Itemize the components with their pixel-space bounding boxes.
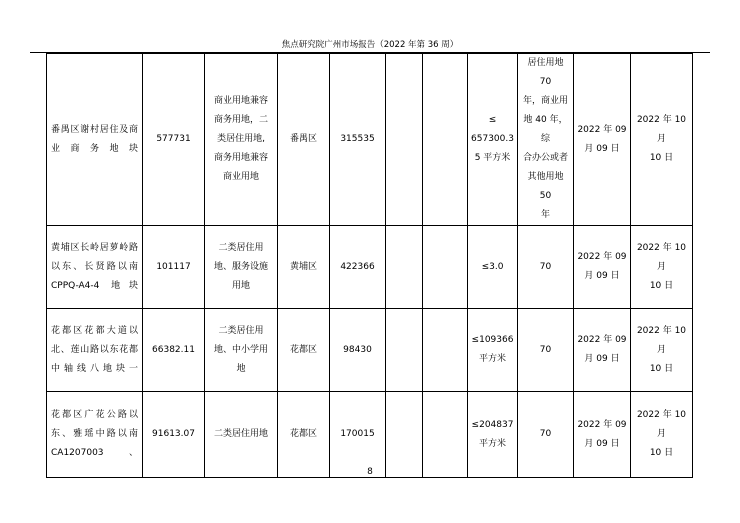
cell-line: 类居住用地, [217, 134, 265, 144]
cell-parcel-name [47, 54, 143, 226]
cell-land-usage [205, 392, 278, 478]
cell-line: 月 09 日 [584, 438, 620, 449]
cell-lease-term [518, 54, 574, 226]
cell-line: 平方米 [478, 354, 506, 364]
cell-line: 用地 [231, 280, 250, 291]
cell-empty-cell [423, 54, 468, 226]
cell-line: ≤ [488, 115, 497, 125]
cell-line: 商务用地兼容 [213, 153, 268, 163]
cell-district: 番禺区 [278, 54, 330, 226]
cell-listing-start-date [574, 226, 631, 309]
cell-line: 70 [539, 344, 552, 355]
cell-line: 月 09 日 [584, 143, 620, 154]
cell-land-area: 66382.11 [143, 309, 205, 392]
cell-lease-term [518, 309, 574, 392]
cell-land-area: 101117 [143, 226, 205, 309]
cell-district: 花都区 [278, 392, 330, 478]
cell-line: 月 09 日 [584, 271, 620, 281]
cell-building-area-limit [468, 54, 518, 226]
cell-line: 10 日 [649, 363, 674, 374]
cell-listing-end-date [631, 309, 693, 392]
cell-line: 花都区广花公路以 [51, 410, 138, 420]
cell-line: 商务用地，二 [213, 115, 268, 125]
cell-line: 月 09 日 [584, 354, 620, 364]
cell-line: 番禺区谢村居住及商 [51, 124, 138, 135]
cell-line: 业商务地块 [51, 143, 138, 154]
cell-line: 10 日 [649, 448, 674, 458]
cell-land-usage [205, 309, 278, 392]
cell-line: 花都区花都大道以 [51, 325, 138, 336]
cell-line: 地 [236, 363, 246, 374]
cell-line: 2022 年 10 月 [636, 410, 687, 439]
cell-empty-cell [423, 392, 468, 478]
cell-line: 2022 年 09 [577, 335, 627, 345]
cell-empty-cell [423, 309, 468, 392]
cell-line: 5 平方米 [474, 153, 511, 163]
cell-line: 中轴线八地块一 [51, 363, 138, 374]
cell-line: 地、服务设施 [213, 261, 268, 272]
cell-line: 商业用地兼容 [213, 96, 268, 106]
cell-parcel-name [47, 309, 143, 392]
cell-listing-end-date [631, 54, 693, 226]
cell-lease-term [518, 226, 574, 309]
cell-line: 二类居住用 [218, 242, 264, 253]
cell-line: 2022 年 10 月 [636, 242, 687, 272]
cell-district: 黄埔区 [278, 226, 330, 309]
cell-line: 居住用地 70 [527, 58, 564, 87]
cell-listing-start-date [574, 309, 631, 392]
cell-starting-price: 422366 [330, 226, 386, 309]
cell-land-area: 577731 [143, 54, 205, 226]
cell-land-usage [205, 54, 278, 226]
cell-line: ≤204837 [471, 419, 514, 430]
cell-line: 东、雅瑶中路以南 [51, 429, 138, 439]
cell-line: 地、中小学用 [213, 344, 268, 355]
cell-empty-cell [386, 226, 423, 309]
table-body [47, 54, 693, 478]
cell-empty-cell [386, 54, 423, 226]
cell-line: 10 日 [649, 153, 674, 163]
cell-building-area-limit [468, 226, 518, 309]
land-parcel-table [46, 53, 693, 478]
cell-parcel-name [47, 392, 143, 478]
cell-building-area-limit [468, 392, 518, 478]
cell-line: 70 [539, 261, 552, 272]
cell-land-area: 91613.07 [143, 392, 205, 478]
cell-empty-cell [386, 309, 423, 392]
cell-district: 花都区 [278, 309, 330, 392]
cell-starting-price: 315535 [330, 54, 386, 226]
cell-line: 年，商业用 [522, 96, 568, 106]
cell-line: 2022 年 10 月 [636, 115, 687, 144]
cell-line: 2022 年 10 月 [636, 325, 687, 355]
cell-line: 商业用地 [222, 172, 259, 182]
cell-line: 2022 年 09 [577, 419, 627, 430]
cell-line: 地 40 年，综 [523, 115, 568, 144]
cell-parcel-name [47, 226, 143, 309]
cell-land-usage [205, 226, 278, 309]
cell-building-area-limit [468, 309, 518, 392]
report-header: 焦点研究院广州市场报告（2022 年第 36 周） [281, 40, 459, 50]
cell-empty-cell [386, 392, 423, 478]
table-row [47, 392, 693, 478]
cell-line: 北、莲山路以东花都 [51, 344, 138, 355]
cell-line: 平方米 [478, 438, 506, 449]
cell-line: 以东、长贤路以南 [51, 261, 138, 272]
cell-line: 2022 年 09 [577, 252, 627, 262]
cell-line: 10 日 [649, 280, 674, 291]
cell-line: 二类居住用地 [213, 429, 268, 439]
cell-listing-end-date [631, 392, 693, 478]
cell-line: 其他用地 50 [527, 172, 564, 201]
table-row [47, 54, 693, 226]
cell-line: 二类居住用 [218, 325, 264, 336]
cell-line: 657300.3 [471, 134, 514, 144]
page-number: 8 [367, 467, 373, 477]
table-row [47, 309, 693, 392]
cell-line: 年 [540, 210, 550, 220]
cell-listing-end-date [631, 226, 693, 309]
cell-starting-price: 98430 [330, 309, 386, 392]
cell-line: 70 [539, 429, 552, 439]
cell-line: CPPQ-A4-4 地块 [51, 280, 138, 291]
cell-line: CA1207003 、 [51, 448, 138, 458]
cell-empty-cell [423, 226, 468, 309]
cell-line: 合办公或者 [522, 153, 568, 163]
cell-starting-price: 170015 [330, 392, 386, 478]
cell-line: 黄埔区长岭居萝岭路 [51, 242, 138, 253]
cell-line: ≤109366 [471, 335, 514, 345]
cell-listing-start-date [574, 54, 631, 226]
cell-line: 2022 年 09 [577, 124, 627, 135]
cell-lease-term [518, 392, 574, 478]
cell-listing-start-date [574, 392, 631, 478]
table-row [47, 226, 693, 309]
cell-line: ≤3.0 [481, 261, 504, 272]
